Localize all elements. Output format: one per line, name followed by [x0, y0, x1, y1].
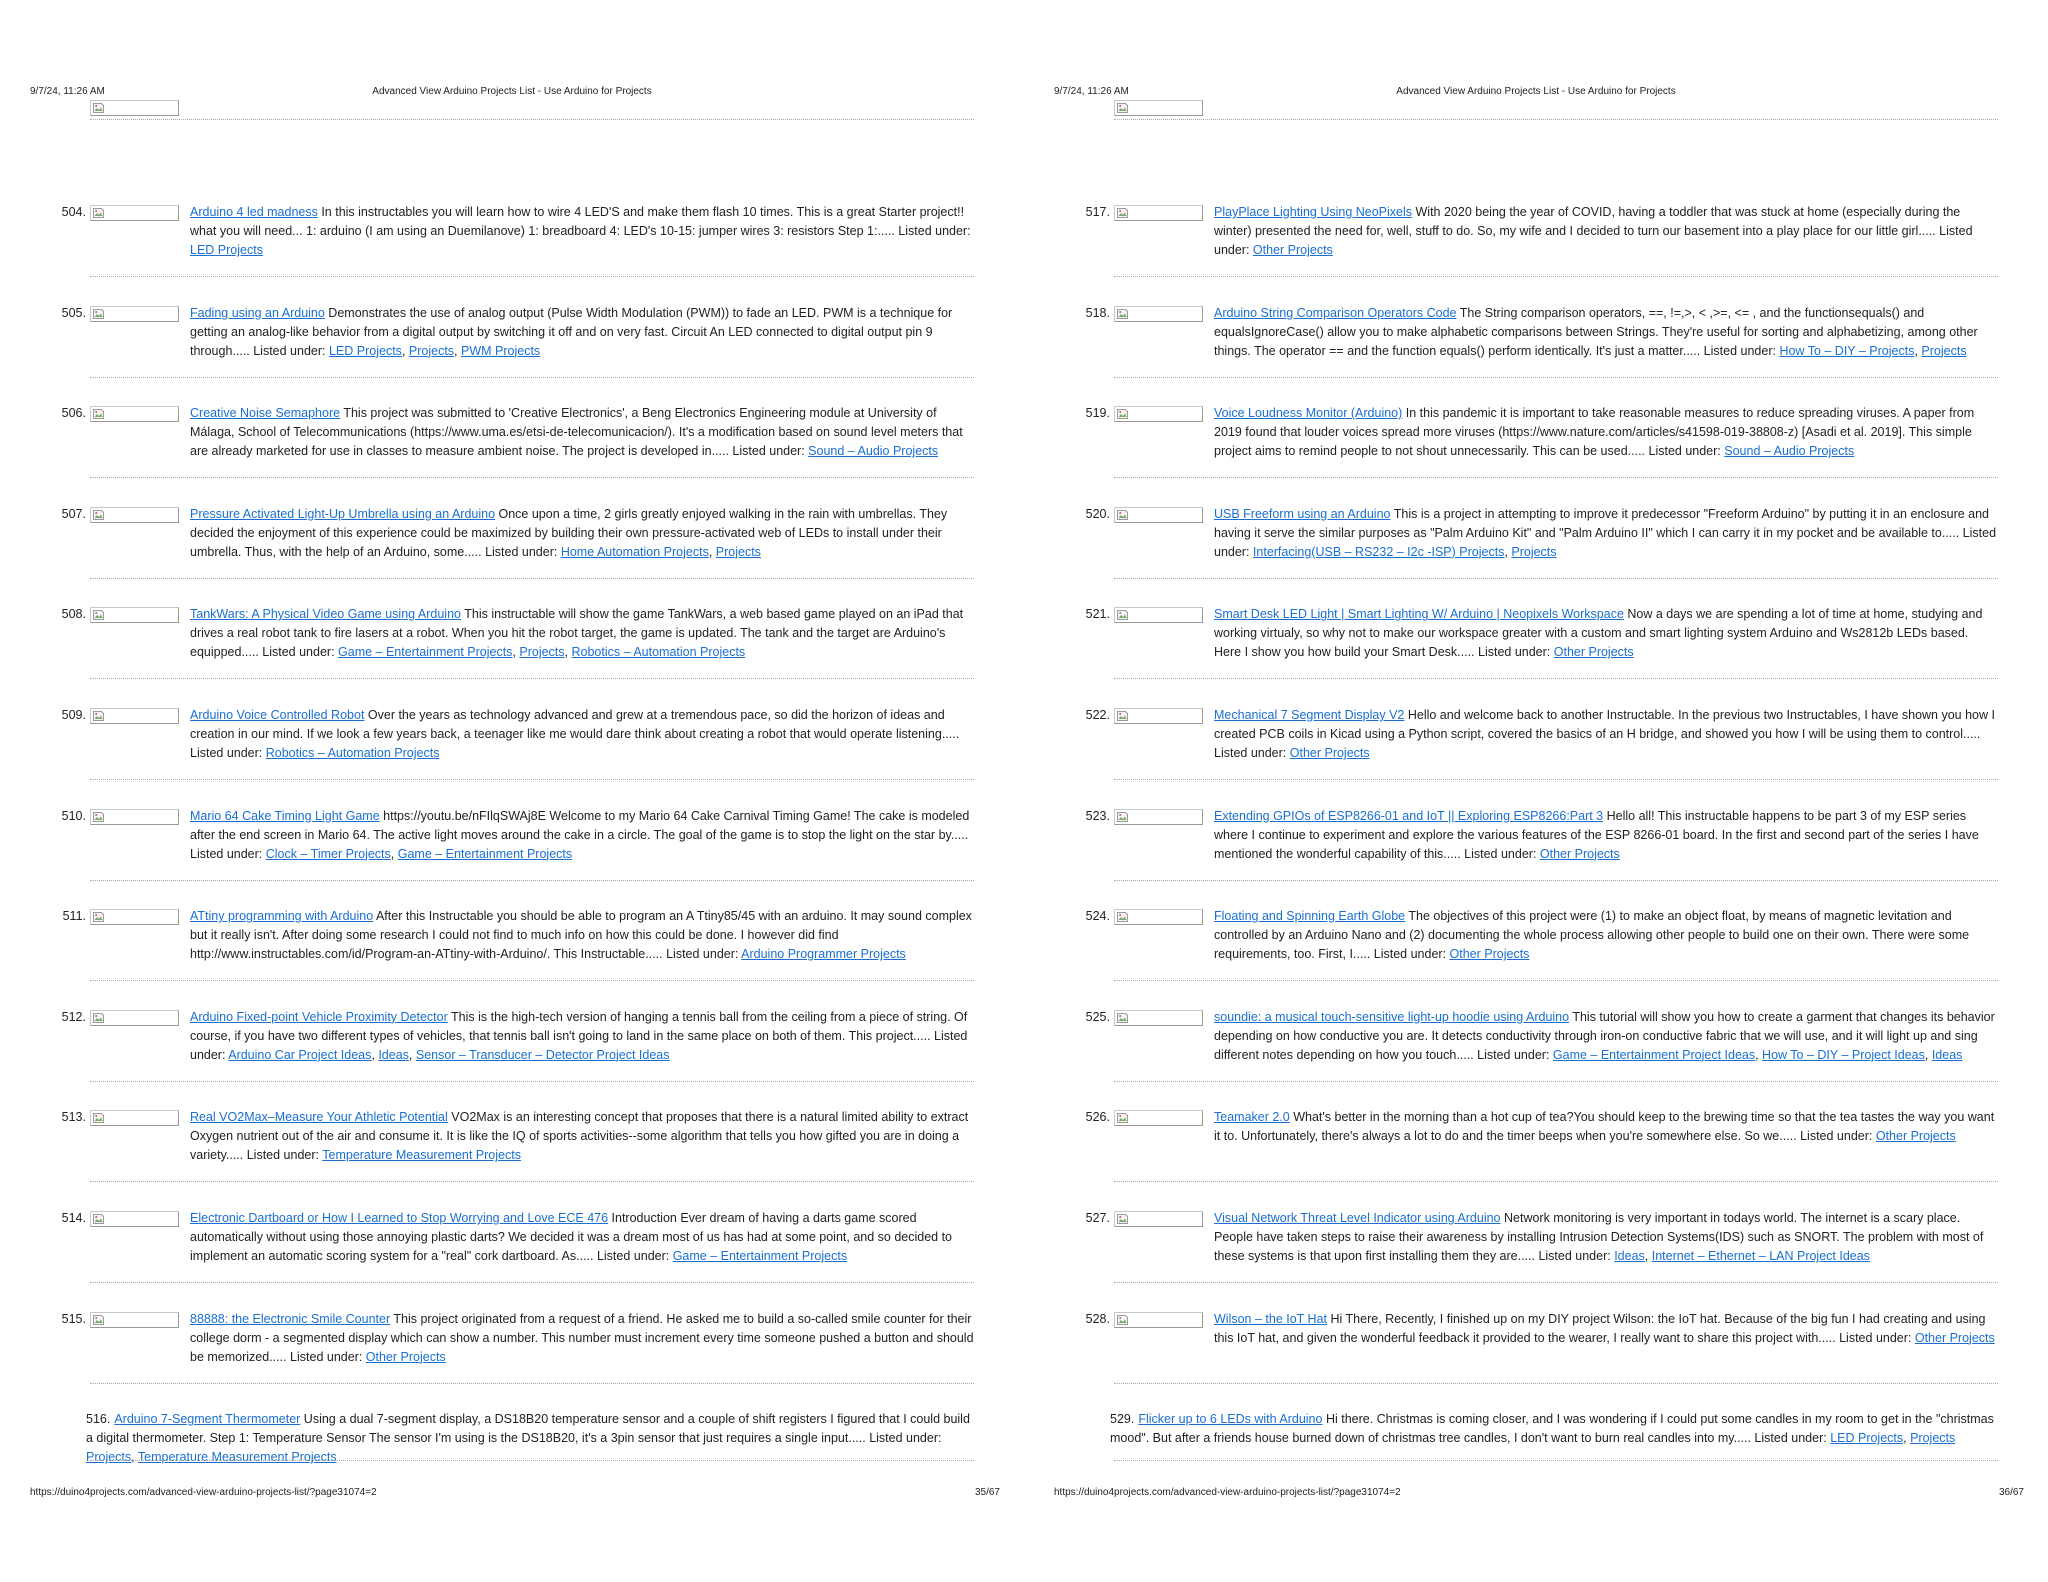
entry-text — [1214, 203, 1998, 260]
broken-image-icon — [1117, 812, 1128, 822]
project-description: https://youtu.be/nFIlqSWAj8E Welcome to my Mario 64 Cake Carnival Timing Game! The cake is modeled after the end screen in Mario 64. The active light moves around the cake in a circle. The goal of the game is to stop the light on the star by..... Listed under: — [190, 808, 970, 861]
category-link[interactable]: Other Projects — [1539, 846, 1620, 861]
entry-text — [1214, 1108, 1998, 1146]
category-link[interactable]: Temperature Measurement Projects — [137, 1450, 337, 1465]
entry-number: 528. — [1085, 1311, 1110, 1326]
broken-image-icon — [93, 103, 104, 113]
project-thumbnail — [90, 306, 179, 322]
broken-image-icon — [93, 812, 104, 822]
project-description: This is a project in attempting to improve it predecessor "Freeform Arduino" by putting it in an enclosure and having it serve the similar purposes as "Palm Arduino Kit" and "Palm Arduino II" which I can carry it in my pocket and be available to..... Listed under: — [1214, 506, 1997, 559]
entry-number: 506. — [61, 406, 86, 421]
category-link[interactable]: Sensor – Transducer – Detector Project Ideas — [415, 1047, 670, 1062]
project-thumbnail — [90, 607, 179, 623]
header-title: Advanced View Arduino Projects List - Use Arduino for Projects — [372, 86, 652, 97]
project-title-link[interactable]: USB Freeform using an Arduino — [1214, 506, 1391, 521]
divider — [90, 377, 974, 378]
divider — [1114, 1181, 1998, 1182]
category-link[interactable]: Clock – Timer Projects — [265, 846, 391, 861]
entry-number: 520. — [1085, 506, 1110, 521]
broken-image-icon — [1117, 1113, 1128, 1123]
footer-page-number: 36/67 — [1998, 1487, 2024, 1498]
entry-text — [190, 706, 974, 763]
broken-image-icon — [93, 208, 104, 218]
entry-text — [190, 807, 974, 864]
header-date: 9/7/24, 11:26 AM — [1054, 86, 1129, 97]
header-title: Advanced View Arduino Projects List - Use Arduino for Projects — [1396, 86, 1676, 97]
divider — [1114, 678, 1998, 679]
entry-number: 526. — [1085, 1110, 1110, 1125]
print-page-right — [1024, 0, 2048, 1582]
entry-text — [190, 203, 974, 260]
entry-text — [190, 1108, 974, 1165]
project-title-link[interactable]: Arduino Voice Controlled Robot — [190, 708, 365, 722]
project-title-link[interactable]: ATtiny programming with Arduino — [190, 909, 374, 924]
entry-text — [1214, 1310, 1998, 1348]
entry-number: 505. — [61, 305, 86, 320]
category-separator: , — [390, 846, 398, 861]
header-date: 9/7/24, 11:26 AM — [30, 86, 105, 97]
entry-text — [190, 1310, 974, 1367]
divider — [1114, 1282, 1998, 1283]
project-thumbnail — [90, 708, 179, 724]
entry-number: 511. — [62, 909, 86, 924]
project-thumbnail — [90, 205, 179, 221]
broken-image-icon — [1117, 1214, 1128, 1224]
project-title-link[interactable]: Real VO2Max–Measure Your Athletic Potential — [190, 1110, 448, 1125]
broken-image-icon — [1117, 309, 1128, 319]
broken-image-icon — [93, 1013, 104, 1023]
broken-image-icon — [93, 1113, 104, 1123]
entry-text — [86, 1410, 974, 1467]
entry-text — [1110, 1410, 1998, 1448]
category-link[interactable]: Ideas — [378, 1047, 409, 1062]
project-description: After this Instructable you should be able to program an A Ttiny85/45 with an arduino. It may sound complex but it really isn't. After doing some research I could not find to much info on how this could be done. I however did find http://www.instructables.com/id/Program-an-ATtiny-with-Arduino/. This Instructable..... Listed under: — [190, 909, 972, 962]
entry-number: 507. — [61, 506, 86, 521]
broken-image-icon — [93, 510, 104, 520]
category-link[interactable]: Other Projects — [1252, 243, 1333, 257]
divider — [90, 1460, 974, 1461]
project-description: In this pandemic it is important to take reasonable measures to reduce spreading viruses. A paper from 2019 found that louder voices spread more viruses (https://www.nature.com/articles/s41598-019-38808-z) [Asadi et al. 2019]. This simple project aims to remind people to not shout unnecessarily. This can be used..... Listed under: — [1214, 406, 1975, 459]
project-title-link[interactable]: Fading using an Arduino — [190, 305, 325, 320]
project-description: Once upon a time, 2 girls greatly enjoyed walking in the rain with umbrellas. They decided the enjoyment of this experience could be maximized by building their own pressure-activated web of LEDs to install under their umbrella. Thus, with the help of an Arduino, some..... Listed under: — [190, 506, 948, 559]
project-title-link[interactable]: Teamaker 2.0 — [1214, 1110, 1290, 1125]
entry-number: 504. — [61, 205, 86, 219]
project-thumbnail — [90, 1110, 179, 1126]
entry-text — [190, 605, 974, 662]
category-link[interactable]: Game – Entertainment Projects — [397, 846, 573, 861]
project-thumbnail — [1114, 507, 1203, 523]
entry-number: 518. — [1085, 305, 1110, 320]
broken-image-icon — [1117, 409, 1128, 419]
broken-image-icon — [93, 610, 104, 620]
project-title-link[interactable]: Wilson – the IoT Hat — [1214, 1311, 1328, 1326]
project-title-link[interactable]: Extending GPIOs of ESP8266-01 and IoT || Exploring ESP8266:Part 3 — [1214, 808, 1604, 823]
entry-text — [1214, 605, 1998, 662]
footer-page-number: 35/67 — [974, 1487, 1000, 1498]
category-separator: , — [1755, 1047, 1763, 1062]
top-image-placeholder — [90, 100, 179, 116]
entry-text — [1214, 304, 1998, 361]
entry-text — [190, 1209, 974, 1266]
category-link[interactable]: Arduino Car Project Ideas — [228, 1047, 372, 1062]
project-thumbnail — [90, 1312, 179, 1328]
project-thumbnail — [1114, 607, 1203, 623]
category-separator: , — [1903, 1431, 1911, 1446]
project-thumbnail — [90, 406, 179, 422]
project-thumbnail — [1114, 306, 1203, 322]
category-link[interactable]: Robotics – Automation Projects — [571, 645, 746, 660]
broken-image-icon — [93, 711, 104, 721]
project-description: This tutorial will show you how to create a garment that changes its behavior depending on how conductive you are. It detects conductivity through iron-on conductive fabric that we will use, and it will light up and sing different notes depending on how you touch..... Listed under: — [1214, 1009, 1995, 1062]
divider — [90, 119, 974, 120]
category-link[interactable]: Projects — [86, 1450, 132, 1465]
entry-number: 516. — [86, 1412, 111, 1427]
project-title-link[interactable]: Flicker up to 6 LEDs with Arduino — [1138, 1412, 1323, 1427]
entry-number: 521. — [1085, 607, 1110, 622]
category-link[interactable]: Projects — [715, 544, 761, 559]
project-description: The String comparison operators, ==, !=,>, < ,>=, <= , and the functionsequals() and equalsIgnoreCase() allow you to make alphabetic comparisons between Strings. They're useful for sorting and alphabetizing, among other things. The operator == and the function equals() perform identically. It's just a matter..... Listed under: — [1214, 305, 1978, 358]
category-link[interactable]: Game – Entertainment Projects — [672, 1249, 848, 1263]
project-description: VO2Max is an interesting concept that proposes that there is a natural limited ability to extract Oxygen nutrient out of the air and consume it. It is like the IQ of sports activities--some algorithm that tells you how gifted you are in doing a variety..... Listed under: — [190, 1110, 969, 1163]
category-link[interactable]: Ideas — [1614, 1249, 1645, 1263]
category-link[interactable]: Projects — [519, 645, 565, 660]
divider — [1114, 1081, 1998, 1082]
project-title-link[interactable]: Mario 64 Cake Timing Light Game — [190, 808, 380, 823]
category-link[interactable]: Sound – Audio Projects — [1724, 444, 1855, 459]
broken-image-icon — [93, 409, 104, 419]
entry-number: 514. — [61, 1211, 86, 1225]
category-separator: , — [1924, 1047, 1932, 1062]
category-link[interactable]: Other Projects — [365, 1349, 446, 1364]
divider — [90, 1282, 974, 1283]
category-separator: , — [408, 1047, 416, 1062]
category-link[interactable]: Interfacing(USB – RS232 – I2c -ISP) Projects — [1252, 544, 1505, 559]
entry-number: 522. — [1085, 708, 1110, 722]
category-separator: , — [708, 544, 716, 559]
broken-image-icon — [1117, 1315, 1128, 1325]
project-title-link[interactable]: Visual Network Threat Level Indicator using Arduino — [1214, 1211, 1501, 1225]
entry-text — [1214, 505, 1998, 562]
category-link[interactable]: PWM Projects — [461, 343, 541, 358]
entry-number: 519. — [1085, 406, 1110, 421]
category-link[interactable]: Other Projects — [1914, 1330, 1995, 1345]
category-link[interactable]: Arduino Programmer Projects — [741, 947, 906, 962]
category-separator: , — [1504, 544, 1512, 559]
divider — [90, 1181, 974, 1182]
category-link[interactable]: LED Projects — [1830, 1431, 1904, 1446]
project-description: With 2020 being the year of COVID, having a toddler that was stuck at home (especially during the winter) presented the need for, well, stuff to do. So, my wife and I decided to turn our basement into a play place for our little girl..... Listed under: — [1214, 205, 1973, 257]
top-image-placeholder — [1114, 100, 1203, 116]
entry-number: 515. — [61, 1311, 86, 1326]
category-separator: , — [454, 343, 461, 358]
project-title-link[interactable]: Voice Loudness Monitor (Arduino) — [1214, 406, 1403, 421]
entry-number: 510. — [61, 808, 86, 823]
project-title-link[interactable]: Arduino String Comparison Operators Code — [1214, 305, 1457, 320]
project-thumbnail — [1114, 1211, 1203, 1227]
project-title-link[interactable]: Arduino 7-Segment Thermometer — [114, 1412, 301, 1427]
project-description: Network monitoring is very important in todays world. The internet is a scary place. People have taken steps to raise their awareness by installing Intrusion Detection Systems(IDS) such as SNORT. The problem with most of these systems is that upon first installing them they are..... Listed under: — [1214, 1211, 1984, 1263]
project-thumbnail — [90, 1010, 179, 1026]
category-link[interactable]: Projects — [408, 343, 455, 358]
entry-text — [1214, 404, 1998, 461]
category-link[interactable]: Other Projects — [1875, 1129, 1956, 1144]
project-description: In this instructables you will learn how to wire 4 LED'S and make them flash 10 times. This is a great Starter project!! what you will need... 1: arduino (I am using an Duemilanove) 1: breadboard 4: LED's 10-15: jumper wires 3: resistors Step 1:..... Listed under: — [190, 205, 971, 238]
divider — [90, 779, 974, 780]
category-separator: , — [131, 1450, 138, 1465]
footer-url: https://duino4projects.com/advanced-view-arduino-projects-list/?page31074=2 — [1054, 1487, 1401, 1498]
entry-number: 517. — [1085, 205, 1110, 219]
divider — [90, 678, 974, 679]
divider — [90, 1081, 974, 1082]
entry-text — [1214, 1008, 1998, 1065]
entry-number: 529. — [1110, 1412, 1135, 1427]
project-description: Using a dual 7-segment display, a DS18B20 temperature sensor and a couple of shift registers I figured that I could build a digital thermometer. Step 1: Temperature Sensor The sensor I'm using is the DS18B20, it's a 3pin sensor that just requires a single input..... Listed under: — [86, 1412, 970, 1446]
project-description: Hello all! This instructable happens to be part 3 of my ESP series where I continue to experiment and explore the various features of the ESP 8266-01 board. In the first and second part of the series I have mentioned the wonderful capability of this..... Listed under: — [1214, 808, 1979, 861]
broken-image-icon — [93, 912, 104, 922]
divider — [90, 276, 974, 277]
project-thumbnail — [1114, 406, 1203, 422]
category-separator: , — [1644, 1249, 1652, 1263]
category-link[interactable]: Robotics – Automation Projects — [265, 746, 440, 760]
category-link[interactable]: LED Projects — [190, 243, 263, 257]
project-title-link[interactable]: TankWars: A Physical Video Game using Arduino — [190, 607, 461, 622]
category-link[interactable]: Home Automation Projects — [560, 544, 709, 559]
broken-image-icon — [1117, 610, 1128, 620]
project-title-link[interactable]: PlayPlace Lighting Using NeoPixels — [1214, 205, 1413, 219]
category-link[interactable]: Projects — [1910, 1431, 1956, 1446]
project-description: Demonstrates the use of analog output (Pulse Width Modulation (PWM)) to fade an LED. PWM is a technique for getting an analog-like behavior from a digital output by switching it off and on very fast. Circuit An LED connected to digital output pin 9 through..... Listed under: — [190, 305, 953, 358]
category-link[interactable]: Game – Entertainment Project Ideas — [1552, 1047, 1756, 1062]
broken-image-icon — [1117, 510, 1128, 520]
category-link[interactable]: Other Projects — [1289, 746, 1370, 760]
divider — [90, 477, 974, 478]
entry-text — [190, 1008, 974, 1065]
project-thumbnail — [1114, 1312, 1203, 1328]
divider — [1114, 377, 1998, 378]
divider — [1114, 1383, 1998, 1384]
project-title-link[interactable]: Electronic Dartboard or How I Learned to Stop Worrying and Love ECE 476 — [190, 1211, 609, 1225]
entry-number: 509. — [61, 708, 86, 722]
footer-url: https://duino4projects.com/advanced-view-arduino-projects-list/?page31074=2 — [30, 1487, 377, 1498]
project-description: Hi there. Christmas is coming closer, and I was wondering if I could put some candles in my room to get in the "christmas mood". But after a friends house burned down of christmas tree candles, I don't want to burn real candles into my..... Listed under: — [1110, 1412, 1994, 1446]
entry-number: 512. — [61, 1009, 86, 1024]
entry-text — [1214, 706, 1998, 763]
divider — [1114, 119, 1998, 120]
project-description: Hi There, Recently, I finished up on my DIY project Wilson: the IoT hat. Because of the big fun I had creating and using this IoT hat, and given the wonderful feedback it provided to the wearer, I really want to share this project with..... Listed under: — [1214, 1311, 1986, 1345]
project-title-link[interactable]: Smart Desk LED Light | Smart Lighting W/ Arduino | Neopixels Workspace — [1214, 607, 1624, 622]
project-thumbnail — [1114, 909, 1203, 925]
category-link[interactable]: Other Projects — [1449, 947, 1530, 962]
project-thumbnail — [90, 1211, 179, 1227]
entry-number: 523. — [1085, 808, 1110, 823]
project-description: This is the high-tech version of hanging a tennis ball from the ceiling from a piece of string. Of course, if you have two different types of vehicles, that tennis ball isn't going to land in the same place on both of them. This project..... Listed under: — [190, 1009, 968, 1062]
broken-image-icon — [93, 309, 104, 319]
entry-text — [190, 505, 974, 562]
category-link[interactable]: Projects — [1511, 544, 1557, 559]
category-link[interactable]: Ideas — [1931, 1047, 1963, 1062]
broken-image-icon — [1117, 103, 1128, 113]
entry-text — [1214, 807, 1998, 864]
project-thumbnail — [1114, 1010, 1203, 1026]
divider — [90, 980, 974, 981]
category-link[interactable]: How To – DIY – Project Ideas — [1762, 1047, 1925, 1062]
category-link[interactable]: Sound – Audio Projects — [808, 444, 939, 459]
category-separator: , — [401, 343, 409, 358]
divider — [1114, 1460, 1998, 1461]
entry-text — [190, 907, 974, 964]
broken-image-icon — [93, 1315, 104, 1325]
broken-image-icon — [1117, 1013, 1128, 1023]
project-title-link[interactable]: Creative Noise Semaphore — [190, 406, 341, 421]
project-thumbnail — [1114, 205, 1203, 221]
project-title-link[interactable]: 88888: the Electronic Smile Counter — [190, 1311, 391, 1326]
category-separator: , — [564, 645, 572, 660]
divider — [90, 1383, 974, 1384]
project-title-link[interactable]: Pressure Activated Light-Up Umbrella using an Arduino — [190, 506, 496, 521]
divider — [1114, 980, 1998, 981]
category-link[interactable]: Game – Entertainment Projects — [338, 645, 513, 660]
category-separator: , — [1914, 343, 1922, 358]
category-separator: , — [371, 1047, 379, 1062]
project-thumbnail — [90, 507, 179, 523]
project-thumbnail — [90, 809, 179, 825]
broken-image-icon — [1117, 912, 1128, 922]
broken-image-icon — [93, 1214, 104, 1224]
project-thumbnail — [1114, 1110, 1203, 1126]
project-description: Now a days we are spending a lot of time at home, studying and working virtualy, so why not to make our workspace greater with a custom and smart lighting system Arduino and Ws2812b LEDs based. Here I show you how build your Smart Desk..... Listed under: — [1214, 607, 1983, 660]
divider — [90, 880, 974, 881]
project-description: Introduction Ever dream of having a darts game scored automatically without using those annoying plastic darts? We decided it was a dream most of us has had at some point, and so decided to implement an automatic scoring system for a "real" cork dartboard. As..... Listed under: — [190, 1211, 953, 1263]
entry-text — [1214, 907, 1998, 964]
project-thumbnail — [1114, 809, 1203, 825]
project-description: What's better in the morning than a hot cup of tea?You should keep to the brewing time so that the tea tastes the way you want it to. Unfortunately, there's always a lot to do and the timer beeps when you're somewhere else. So we..... Listed under: — [1214, 1110, 1995, 1144]
entry-number: 524. — [1085, 909, 1110, 924]
project-description: Over the years as technology advanced and grew at a tremendous pace, so did the horizon of ideas and creation in our mind. If we look a few years back, a teenager like me would dare think about creating a robot that would operate listening..... Listed under: — [190, 708, 960, 760]
broken-image-icon — [1117, 711, 1128, 721]
project-thumbnail — [90, 909, 179, 925]
entry-text — [190, 404, 974, 461]
divider — [1114, 477, 1998, 478]
category-link[interactable]: LED Projects — [328, 343, 402, 358]
project-description: Hello and welcome back to another Instructable. In the previous two Instructables, I have shown you how I created PCB coils in Kicad using a Python script, covered the basics of an H bridge, and showed you how I will be using them to control..... Listed under: — [1214, 708, 1995, 760]
project-title-link[interactable]: Floating and Spinning Earth Globe — [1214, 909, 1406, 924]
entry-number: 525. — [1085, 1009, 1110, 1024]
project-description: This instructable will show the game TankWars, a web based game played on an iPad that drives a real robot tank to fire lasers at a robot. When you hit the robot target, the game is updated. The tank and the target are Arduino's equipped..... Listed under: — [190, 607, 964, 660]
category-separator: , — [512, 645, 520, 660]
category-link[interactable]: Projects — [1921, 343, 1967, 358]
project-title-link[interactable]: Arduino 4 led madness — [190, 205, 318, 219]
entry-number: 527. — [1085, 1211, 1110, 1225]
category-link[interactable]: Temperature Measurement Projects — [322, 1148, 521, 1163]
broken-image-icon — [1117, 208, 1128, 218]
project-description: This project was submitted to 'Creative Electronics', a Beng Electronics Engineering module at University of Málaga, School of Telecommunications (https://www.uma.es/etsi-de-telecomunicacion/). It's a modification based on sound level meters that are already marketed for use in classes to measure ambient noise. The project is developed in..... Listed under: — [190, 406, 963, 459]
category-link[interactable]: Internet – Ethernet – LAN Project Ideas — [1651, 1249, 1870, 1263]
entry-text — [190, 304, 974, 361]
project-description: This project originated from a request of a friend. He asked me to build a so-called smile counter for their college dorm - a segmented display which can show a number. This number must increment every time someone pushed a button and should be memorized..... Listed under: — [190, 1311, 974, 1364]
divider — [1114, 779, 1998, 780]
divider — [1114, 276, 1998, 277]
category-link[interactable]: Other Projects — [1553, 645, 1634, 660]
project-description: The objectives of this project were (1) to make an object float, by means of magnetic levitation and controlled by an Arduino Nano and (2) documenting the whole process allowing other people to build one on their own. There were some requirements, too. First, I..... Listed under: — [1214, 909, 1970, 962]
divider — [1114, 880, 1998, 881]
project-title-link[interactable]: Arduino Fixed-point Vehicle Proximity Detector — [190, 1009, 448, 1024]
category-link[interactable]: How To – DIY – Projects — [1779, 343, 1915, 358]
project-thumbnail — [1114, 708, 1203, 724]
project-title-link[interactable]: Mechanical 7 Segment Display V2 — [1214, 708, 1405, 722]
entry-number: 508. — [61, 607, 86, 622]
divider — [1114, 578, 1998, 579]
entry-number: 513. — [61, 1110, 86, 1125]
entry-text — [1214, 1209, 1998, 1266]
divider — [90, 578, 974, 579]
project-title-link[interactable]: soundie: a musical touch-sensitive light-up hoodie using Arduino — [1214, 1009, 1570, 1024]
